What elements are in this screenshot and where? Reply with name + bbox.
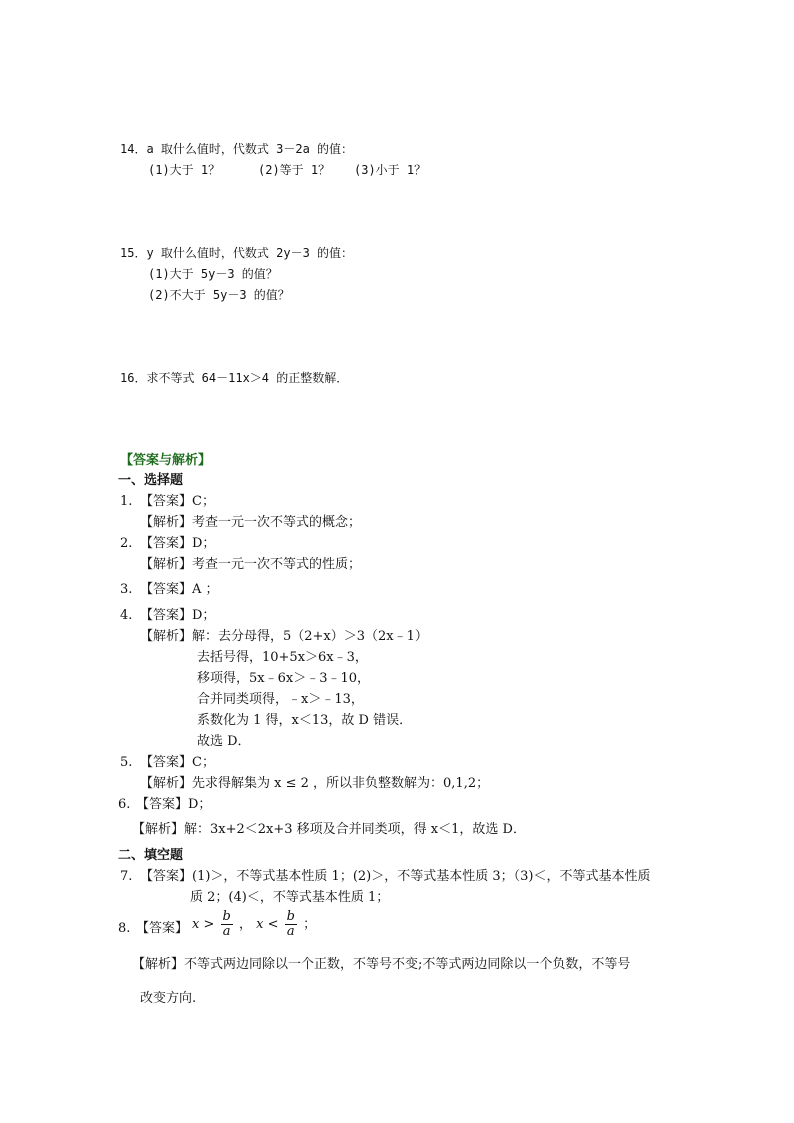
formula-2-lhs: x < <box>256 917 279 932</box>
answer-4-value: 【答案】D； <box>140 608 216 623</box>
formula-end: ； <box>303 917 317 932</box>
formula-separator: ， <box>238 917 252 932</box>
fraction-2-denominator: a <box>286 924 295 939</box>
answer-6-value: 【答案】D； <box>136 797 212 812</box>
question-14-part-2: (2)等于 1？ <box>258 163 331 177</box>
answer-8-value: 【答案】 <box>136 921 189 936</box>
answer-3-value: 【答案】A ； <box>140 582 219 597</box>
question-15-part-1: (1)大于 5y－3 的值？ <box>148 267 278 281</box>
question-15-part-2: (2)不大于 5y－3 的值？ <box>148 288 290 302</box>
formula-1-lhs: x > <box>192 917 215 932</box>
question-15-title: 15．y 取什么值时，代数式 2y－3 的值： <box>120 246 354 260</box>
fraction-b-over-a-2 <box>285 910 297 939</box>
answer-8-explanation-line-1: 【解析】不等式两边同除以一个正数，不等号不变;不等式两边同除以一个负数，不等号 <box>132 957 631 972</box>
answer-4-step-4: 系数化为 1 得，x＜13，故 D 错误． <box>197 713 413 728</box>
answer-7-number: 7. <box>120 869 133 884</box>
answer-6-number: 6. <box>118 797 131 812</box>
answer-3-number: 3. <box>120 582 133 597</box>
answer-1-value: 【答案】C； <box>140 494 215 509</box>
answer-2-number: 2. <box>120 536 133 551</box>
answer-4-step-5: 故选 D． <box>197 734 251 749</box>
fraction-1-numerator: b <box>222 909 231 924</box>
question-14-title: 14．a 取什么值时，代数式 3－2a 的值： <box>120 142 354 156</box>
answer-4-number: 4. <box>120 608 133 623</box>
answer-6-explanation: 【解析】解：3x+2＜2x+3 移项及合并同类项，得 x＜1，故选 D． <box>132 822 526 837</box>
answer-1-explanation: 【解析】考查一元一次不等式的概念； <box>140 515 362 530</box>
answer-8-formula <box>192 910 316 939</box>
section-choice-heading: 一、选择题 <box>118 473 184 488</box>
answer-5-value: 【答案】C； <box>140 755 215 770</box>
answers-heading: 【答案与解析】 <box>120 453 212 468</box>
answer-4-step-2: 移项得，5x﹣6x＞﹣3﹣10， <box>197 671 371 686</box>
answer-2-explanation: 【解析】考查一元一次不等式的性质； <box>140 557 362 572</box>
answer-4-step-3: 合并同类项得，﹣x＞﹣13， <box>197 692 364 707</box>
question-16-title: 16．求不等式 64－11x＞4 的正整数解． <box>120 371 349 385</box>
answer-8-number: 8. <box>118 921 131 936</box>
answer-2-value: 【答案】D； <box>140 536 216 551</box>
answer-5-explanation: 【解析】先求得解集为 x ≤ 2 ，所以非负整数解为：0,1,2； <box>140 776 490 791</box>
answer-7-line-1: 【答案】(1)＞，不等式基本性质 1；(2)＞，不等式基本性质 3；（3)＜，不等式基本性质 <box>140 869 651 884</box>
question-14-part-1: (1)大于 1？ <box>148 163 221 177</box>
question-14-part-3: (3)小于 1？ <box>354 163 427 177</box>
answer-4-explanation: 【解析】解：去分母得，5（2+x）＞3（2x﹣1） <box>140 629 428 644</box>
answer-5-number: 5. <box>120 755 133 770</box>
section-fill-heading: 二、填空题 <box>118 848 184 863</box>
answer-1-number: 1. <box>120 494 133 509</box>
answer-4-step-1: 去括号得，10+5x＞6x﹣3， <box>197 650 368 665</box>
fraction-2-numerator: b <box>286 909 295 924</box>
answer-7-line-2: 质 2；(4)＜，不等式基本性质 1； <box>190 890 390 905</box>
fraction-b-over-a-1 <box>221 910 233 939</box>
fraction-1-denominator: a <box>222 924 231 939</box>
answer-8-explanation-line-2: 改变方向. <box>140 991 197 1006</box>
